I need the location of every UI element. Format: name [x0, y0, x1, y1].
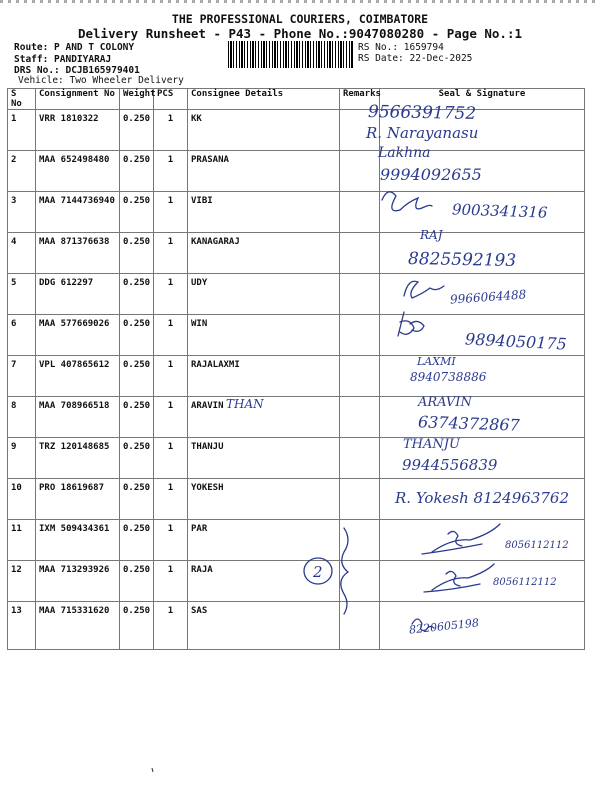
row11-signature-scribble	[422, 524, 500, 554]
vehicle-label: Vehicle: Two Wheeler Delivery	[18, 75, 184, 86]
cell-consignee: KANAGARAJ	[188, 233, 340, 274]
cell-consignee: THANJU	[188, 438, 340, 479]
row8-handwritten-name: ARAVIN	[418, 395, 472, 410]
cell-pcs: 1	[154, 479, 188, 520]
cell-weight: 0.250	[120, 356, 154, 397]
cell-consignee: ARAVIN	[188, 397, 340, 438]
cell-weight: 0.250	[120, 561, 154, 602]
rs-date: RS Date: 22-Dec-2025	[358, 53, 473, 64]
cell-consignee: YOKESH	[188, 479, 340, 520]
cell-consignment: VPL 407865612	[36, 356, 120, 397]
cell-weight: 0.250	[120, 233, 154, 274]
cell-weight: 0.250	[120, 520, 154, 561]
cell-weight: 0.250	[120, 151, 154, 192]
stray-tick-mark	[152, 768, 153, 772]
row7-handwritten-phone: 8940738886	[410, 370, 487, 384]
row6-signature-scribble	[398, 312, 424, 336]
row13-signature-scribble	[412, 619, 434, 630]
cell-sno: 6	[8, 315, 36, 356]
cell-consignee: PRASANA	[188, 151, 340, 192]
cell-pcs: 1	[154, 110, 188, 151]
row3-handwritten-phone: 9003341316	[451, 200, 548, 222]
cell-consignee: WIN	[188, 315, 340, 356]
cell-consignee: RAJA	[188, 561, 340, 602]
cell-consignee: PAR	[188, 520, 340, 561]
cell-pcs: 1	[154, 315, 188, 356]
cell-consignment: PRO 18619687	[36, 479, 120, 520]
cell-consignee: KK	[188, 110, 340, 151]
cell-weight: 0.250	[120, 110, 154, 151]
cell-consignment: MAA 577669026	[36, 315, 120, 356]
cell-pcs: 1	[154, 397, 188, 438]
row10-handwritten-signature: R. Yokesh 8124963762	[395, 489, 569, 507]
row4-handwritten-phone: 8825592193	[407, 249, 517, 271]
cell-sno: 8	[8, 397, 36, 438]
cell-consignee: VIBI	[188, 192, 340, 233]
runsheet-subtitle: Delivery Runsheet - P43 - Phone No.:9047080280 - Page No.:1	[77, 26, 522, 41]
row5-handwritten-phone: 9966064488	[449, 287, 527, 307]
row7-handwritten-name: LAXMI	[417, 355, 456, 368]
cell-pcs: 1	[154, 233, 188, 274]
col-signature: Seal & Signature	[380, 89, 585, 110]
cell-pcs: 1	[154, 356, 188, 397]
cell-weight: 0.250	[120, 274, 154, 315]
cell-consignment: IXM 509434361	[36, 520, 120, 561]
cell-consignment: MAA 7144736940	[36, 192, 120, 233]
col-remarks: Remarks	[340, 89, 380, 110]
cell-pcs: 1	[154, 151, 188, 192]
cell-pcs: 1	[154, 520, 188, 561]
col-pcs: PCS	[154, 89, 188, 110]
row11-handwritten-phone: 8056112112	[505, 540, 569, 551]
row2-handwritten-phone: 9994092655	[380, 165, 482, 184]
cell-weight: 0.250	[120, 397, 154, 438]
cell-sno: 9	[8, 438, 36, 479]
circled-number-text: 2	[313, 563, 323, 581]
col-consignee: Consignee Details	[188, 89, 340, 110]
row8-handwritten-note: THAN	[226, 397, 264, 411]
row1-handwritten-phone: 9566391752	[367, 102, 477, 124]
route-label: Route: P AND T COLONY	[14, 42, 135, 53]
drs-label: DRS No.: DCJB165979401	[14, 65, 140, 76]
cell-sno: 2	[8, 151, 36, 192]
row9-handwritten-phone: 9944556839	[402, 456, 498, 474]
cell-sno: 1	[8, 110, 36, 151]
cell-consignment: MAA 713293926	[36, 561, 120, 602]
cell-consignee: UDY	[188, 274, 340, 315]
row4-handwritten-name: RAJ	[420, 228, 443, 242]
cell-consignment: TRZ 120148685	[36, 438, 120, 479]
company-title: THE PROFESSIONAL COURIERS, COIMBATORE	[171, 12, 429, 26]
row12-handwritten-phone: 8056112112	[493, 577, 557, 588]
row3-signature-scribble	[382, 192, 432, 211]
cell-pcs: 1	[154, 602, 188, 650]
row6-handwritten-phone: 9894050175	[464, 329, 568, 354]
col-consignment: Consignment No	[36, 89, 120, 110]
cell-weight: 0.250	[120, 438, 154, 479]
cell-weight: 0.250	[120, 479, 154, 520]
cell-consignment: MAA 708966518	[36, 397, 120, 438]
cell-pcs: 1	[154, 192, 188, 233]
staff-label: Staff: PANDIYARAJ	[14, 54, 112, 65]
cell-consignment: VRR 1810322	[36, 110, 120, 151]
cell-consignment: DDG 612297	[36, 274, 120, 315]
cell-sno: 4	[8, 233, 36, 274]
cell-pcs: 1	[154, 438, 188, 479]
cell-consignment: MAA 652498480	[36, 151, 120, 192]
cell-sno: 7	[8, 356, 36, 397]
cell-pcs: 1	[154, 274, 188, 315]
cell-consignment: MAA 871376638	[36, 233, 120, 274]
cell-sno: 11	[8, 520, 36, 561]
row2-handwritten-name: Lakhna	[378, 145, 431, 161]
cell-sno: 13	[8, 602, 36, 650]
row8-handwritten-phone: 6374372867	[417, 412, 521, 435]
cell-weight: 0.250	[120, 192, 154, 233]
cell-sno: 10	[8, 479, 36, 520]
cell-consignee: SAS	[188, 602, 340, 650]
col-weight: Weight	[120, 89, 154, 110]
row5-signature-scribble	[404, 281, 444, 298]
row1-handwritten-name: R. Narayanasu	[366, 124, 479, 142]
cell-consignment: MAA 715331620	[36, 602, 120, 650]
row9-handwritten-name: THANJU	[403, 437, 460, 452]
cell-sno: 5	[8, 274, 36, 315]
cell-sno: 12	[8, 561, 36, 602]
cell-sno: 3	[8, 192, 36, 233]
brace-mark	[341, 528, 348, 614]
row12-signature-scribble	[424, 564, 494, 592]
row13-handwritten-phone: 8220605198	[408, 616, 480, 637]
rs-number: RS No.: 1659794	[358, 42, 444, 53]
col-sno: S No	[8, 89, 36, 110]
cell-weight: 0.250	[120, 315, 154, 356]
cell-weight: 0.250	[120, 602, 154, 650]
cell-pcs: 1	[154, 561, 188, 602]
cell-consignee: RAJALAXMI	[188, 356, 340, 397]
